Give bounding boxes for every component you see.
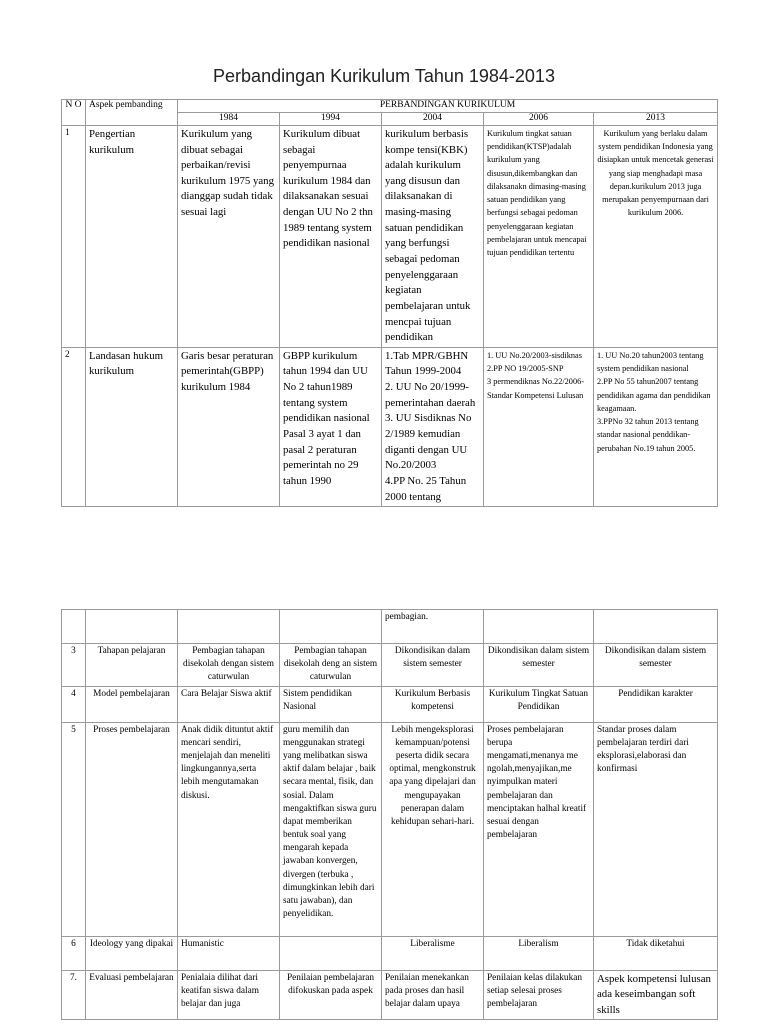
cell-2006 [484, 610, 594, 644]
row-number: 6 [62, 936, 86, 970]
cell-2004: Dikondisikan dalam sistem semester [382, 644, 484, 687]
row-number: 2 [62, 347, 86, 506]
cell-1984: Kurikulum yang dibuat sebagai perbaikan/revisi kurikulum 1975 yang dianggap sudah tidak sesuai lagi [178, 125, 280, 347]
cell-2004: 1.Tab MPR/GBHN Tahun 1999-2004 2. UU No 20/1999-pemerintahan daerah 3. UU Sisdiknas No 2/1989 kemudian diganti dengan UU No.20/2003 4.PP No. 25 Tahun 2000 tentang [382, 347, 484, 506]
cell-2013: Dikondisikan dalam sistem semester [594, 644, 718, 687]
cell-2013: Aspek kompetensi lulusan ada keseimbangan soft skills [594, 970, 718, 1020]
cell-1994: Kurikulum dibuat sebagai penyempurnaa kurikulum 1984 dan dilaksanakan sesuai dengan UU No 2 thn 1989 tentang system pendidikan nasional [280, 125, 382, 347]
cell-2004: Penilaian menekankan pada proses dan hasil belajar dalam upaya [382, 970, 484, 1020]
table-row [62, 722, 718, 936]
document-title: Perbandingan Kurikulum Tahun 1984-2013 [213, 66, 555, 86]
cell-2013: Kurikulum yang berlaku dalam system pendidikan Indonesia yang disiapkan untuk mencetak generasi yang siap menghadapi masa depan.kurikulum 2013 juga merupakan penyempurnaan dari kurikulum 2006. [594, 125, 718, 347]
row-aspect: Pengertian kurikulum [86, 125, 178, 347]
cell-1984: Pembagian tahapan disekolah dengan sistem caturwulan [178, 644, 280, 687]
cell-2006: 1. UU No.20/2003-sisdiknas 2.PP NO 19/2005-SNP 3 permendiknas No.22/2006-Standar Kompetensi Lulusan [484, 347, 594, 506]
cell-2006: Dikondisikan dalam sistem semester [484, 644, 594, 687]
row-aspect: Evaluasi pembelajaran [86, 970, 178, 1020]
row-number: 7. [62, 970, 86, 1020]
cell-2006: Kurikulum Tingkat Satuan Pendidikan [484, 686, 594, 722]
table-row [62, 970, 718, 1020]
table-row [62, 644, 718, 687]
cell-1994 [280, 936, 382, 970]
cell-1984: Humanistic [178, 936, 280, 970]
header-year: 1984 [178, 113, 280, 126]
header-aspek: Aspek pembanding [86, 100, 178, 126]
row-number: 1 [62, 125, 86, 347]
row-aspect: Landasan hukum kurikulum [86, 347, 178, 506]
row-aspect: Model pembelajaran [86, 686, 178, 722]
cell-1994: Pembagian tahapan disekolah deng an sistem caturwulan [280, 644, 382, 687]
cell-2013: 1. UU No.20 tahun2003 tentang system pendidikan nasional 2.PP No 55 tahun2007 tentang pendidikan agama dan pendidikan keagamaan. 3.PPNo 32 tahun 2013 tentang standar nasional penddikan-perubahan No.19 tahun 2005. [594, 347, 718, 506]
header-row-top [62, 100, 718, 113]
comparison-table-part-1 [61, 99, 718, 507]
row-aspect [86, 610, 178, 644]
table-row [62, 347, 718, 506]
header-no: N O [62, 100, 86, 126]
cell-2004: Liberalisme [382, 936, 484, 970]
cell-2004: kurikulum berbasis kompe tensi(KBK) adalah kurikulum yang disusun dan dilaksanakan di masing-masing satuan pendidikan yang berfungsi sebagai pedoman penyelenggaraan kegiatan pembelajaran untuk mencpai tujuan pendidikan [382, 125, 484, 347]
cell-1984: Garis besar peraturan pemerintah(GBPP) kurikulum 1984 [178, 347, 280, 506]
table-row [62, 686, 718, 722]
cell-1994: Penilaian pembelajaran difokuskan pada aspek [280, 970, 382, 1020]
row-number: 3 [62, 644, 86, 687]
cell-2013 [594, 610, 718, 644]
cell-2006: Proses pembelajaran berupa mengamati,menanya me ngolah,menyajikan,me nyimpulkan materi pembelajaran dan menciptakan halhal kreatif sesuai dengan pembelajaran [484, 722, 594, 936]
header-year: 1994 [280, 113, 382, 126]
table-row [62, 936, 718, 970]
table-row [62, 610, 718, 644]
cell-1994: GBPP kurikulum tahun 1994 dan UU No 2 tahun1989 tentang system pendidikan nasional Pasal 3 ayat 1 dan pasal 2 peraturan pemerintah no 29 tahun 1990 [280, 347, 382, 506]
cell-1994: guru memilih dan menggunakan strategi yang melibatkan siswa aktif dalam belajar , baik secara mental, fisik, dan sosial. Dalam mengaktifkan siswa guru dapat memberikan bentuk soal yang mengarah kepada jawaban konvergen, divergen (terbuka , dimungkinkan lebih dari satu jawaban), dan penyelidikan. [280, 722, 382, 936]
cell-2004: pembagian. [382, 610, 484, 644]
cell-2013: Standar proses dalam pembelajaran terdiri dari eksplorasi,elaborasi dan konfirmasi [594, 722, 718, 936]
cell-1994: Sistem pendidikan Nasional [280, 686, 382, 722]
table-row [62, 125, 718, 347]
cell-2006: Liberalism [484, 936, 594, 970]
cell-2004: Lebih mengeksplorasi kemampuan/potensi peserta didik secara optimal, mengkonstruk apa yang dipelajari dan mengupayakan penerapan dalam kehidupan sehari-hari. [382, 722, 484, 936]
row-aspect: Tahapan pelajaran [86, 644, 178, 687]
cell-1994 [280, 610, 382, 644]
cell-2013: Tidak diketahui [594, 936, 718, 970]
comparison-table-part-2 [61, 609, 718, 1020]
cell-1984: Anak didik dituntut aktif mencari sendiri, menjelajah dan meneliti lingkungannya,serta lebih mengutamakan diskusi. [178, 722, 280, 936]
cell-2004: Kurikulum Berbasis kompetensi [382, 686, 484, 722]
row-number: 5 [62, 722, 86, 936]
cell-1984: Cara Belajar Siswa aktif [178, 686, 280, 722]
header-year: 2013 [594, 113, 718, 126]
cell-2006: Kurikulum tingkat satuan pendidikan(KTSP)adalah kurikulum yang disusun,dikembangkan dan dilaksanakn dimasing-masing satuan pendidikan yang berfungsi sebagai pedoman penyelenggaraan kegiatan pembelajaran untuk mencapai tujuan pendidikan tertentu [484, 125, 594, 347]
header-group: PERBANDINGAN KURIKULUM [178, 100, 718, 113]
cell-1984: Penialaia dilihat dari keatifan siswa dalam belajar dan juga [178, 970, 280, 1020]
cell-1984 [178, 610, 280, 644]
row-aspect: Proses pembelajaran [86, 722, 178, 936]
cell-2006: Penilaian kelas dilakukan setiap selesai proses pembelajaran [484, 970, 594, 1020]
cell-2013: Pendidikan karakter [594, 686, 718, 722]
header-year: 2004 [382, 113, 484, 126]
row-number [62, 610, 86, 644]
row-aspect: Ideology yang dipakai [86, 936, 178, 970]
header-year: 2006 [484, 113, 594, 126]
row-number: 4 [62, 686, 86, 722]
